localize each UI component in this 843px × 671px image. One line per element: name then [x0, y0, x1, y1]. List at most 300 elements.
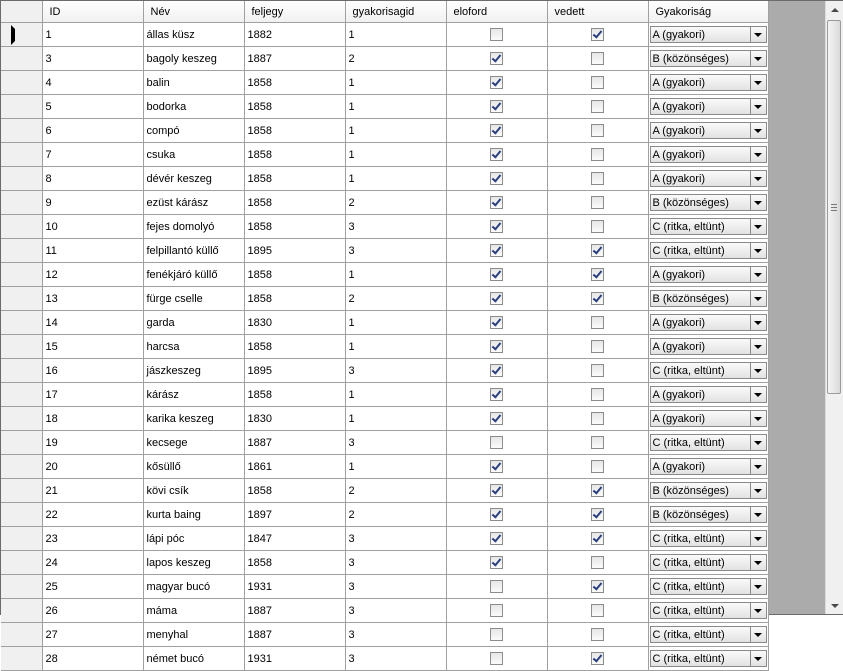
row-header[interactable] [1, 191, 42, 215]
cell-id[interactable]: 8 [42, 167, 143, 191]
table-row[interactable] [1, 551, 768, 575]
gyakorisag-combobox[interactable] [650, 314, 767, 331]
cell-feljegy[interactable]: 1858 [244, 479, 345, 503]
cell-nev[interactable]: compó [143, 119, 244, 143]
cell-nev[interactable]: menyhal [143, 623, 244, 647]
dropdown-button[interactable] [750, 627, 766, 642]
vedett-checkbox[interactable] [591, 436, 604, 449]
dropdown-button[interactable] [750, 51, 766, 66]
eloford-checkbox[interactable] [490, 244, 503, 257]
row-header[interactable] [1, 311, 42, 335]
cell-id[interactable]: 25 [42, 575, 143, 599]
cell-gyakorisagid[interactable]: 1 [345, 95, 446, 119]
cell-nev[interactable]: jászkeszeg [143, 359, 244, 383]
table-row[interactable] [1, 623, 768, 647]
dropdown-button[interactable] [750, 387, 766, 402]
vedett-checkbox[interactable] [591, 76, 604, 89]
vedett-checkbox[interactable] [591, 316, 604, 329]
cell-gyakorisagid[interactable]: 3 [345, 551, 446, 575]
cell-nev[interactable]: fürge cselle [143, 287, 244, 311]
eloford-checkbox[interactable] [490, 316, 503, 329]
column-header-nev[interactable]: Név [143, 1, 244, 23]
eloford-checkbox[interactable] [490, 652, 503, 665]
gyakorisag-combobox[interactable] [650, 74, 767, 91]
cell-gyakorisagid[interactable]: 1 [345, 311, 446, 335]
cell-nev[interactable]: lápi póc [143, 527, 244, 551]
cell-gyakorisagid[interactable]: 3 [345, 575, 446, 599]
cell-gyakorisagid[interactable]: 3 [345, 239, 446, 263]
table-row[interactable] [1, 311, 768, 335]
eloford-checkbox[interactable] [490, 508, 503, 521]
eloford-checkbox[interactable] [490, 340, 503, 353]
row-header[interactable] [1, 479, 42, 503]
table-row[interactable] [1, 599, 768, 623]
dropdown-button[interactable] [750, 603, 766, 618]
cell-id[interactable]: 12 [42, 263, 143, 287]
gyakorisag-value: B (közönséges) [652, 52, 729, 65]
column-header-gyakorisagid[interactable]: gyakorisagid [345, 1, 446, 23]
cell-feljegy[interactable]: 1897 [244, 503, 345, 527]
gyakorisag-combobox[interactable] [650, 362, 767, 379]
cell-nev[interactable]: német bucó [143, 647, 244, 671]
cell-vedett [547, 599, 648, 623]
scrollbar-thumb[interactable] [827, 20, 841, 394]
row-header[interactable] [1, 263, 42, 287]
row-header[interactable] [1, 335, 42, 359]
column-header-eloford[interactable]: eloford [446, 1, 547, 23]
cell-nev[interactable]: állas küsz [143, 23, 244, 47]
cell-feljegy[interactable]: 1887 [244, 623, 345, 647]
gyakorisag-combobox[interactable] [650, 506, 767, 523]
vedett-checkbox[interactable] [591, 196, 604, 209]
eloford-checkbox[interactable] [490, 532, 503, 545]
cell-feljegy[interactable]: 1858 [244, 167, 345, 191]
cell-id[interactable]: 22 [42, 503, 143, 527]
column-header-vedett[interactable]: vedett [547, 1, 648, 23]
table-row[interactable] [1, 383, 768, 407]
cell-id[interactable]: 20 [42, 455, 143, 479]
cell-gyakorisagid[interactable]: 3 [345, 599, 446, 623]
cell-gyakorisagid[interactable]: 3 [345, 623, 446, 647]
cell-id[interactable]: 19 [42, 431, 143, 455]
gyakorisag-combobox[interactable] [650, 602, 767, 619]
row-header[interactable] [1, 239, 42, 263]
eloford-checkbox[interactable] [490, 28, 503, 41]
cell-gyakorisag [648, 359, 768, 383]
row-header[interactable] [1, 47, 42, 71]
cell-vedett [547, 647, 648, 671]
cell-id[interactable]: 7 [42, 143, 143, 167]
cell-id[interactable]: 18 [42, 407, 143, 431]
cell-feljegy[interactable]: 1830 [244, 407, 345, 431]
eloford-checkbox[interactable] [490, 220, 503, 233]
scroll-up-button[interactable] [826, 1, 843, 18]
dropdown-button[interactable] [750, 435, 766, 450]
dropdown-button[interactable] [750, 123, 766, 138]
corner-header-cell[interactable] [1, 1, 42, 23]
gyakorisag-value: A (gyakori) [652, 148, 706, 161]
cell-gyakorisag [648, 119, 768, 143]
cell-id[interactable]: 17 [42, 383, 143, 407]
row-header[interactable] [1, 287, 42, 311]
cell-gyakorisagid[interactable]: 3 [345, 359, 446, 383]
row-header[interactable] [1, 167, 42, 191]
gyakorisag-combobox[interactable] [650, 578, 767, 595]
eloford-checkbox[interactable] [490, 364, 503, 377]
cell-id[interactable]: 6 [42, 119, 143, 143]
row-header[interactable] [1, 503, 42, 527]
cell-feljegy[interactable]: 1887 [244, 47, 345, 71]
eloford-checkbox[interactable] [490, 76, 503, 89]
gyakorisag-combobox[interactable] [650, 26, 767, 43]
vedett-checkbox[interactable] [591, 412, 604, 425]
gyakorisag-combobox[interactable] [650, 50, 767, 67]
vertical-scrollbar[interactable] [825, 1, 843, 614]
table-row[interactable] [1, 143, 768, 167]
cell-feljegy[interactable]: 1895 [244, 359, 345, 383]
eloford-checkbox[interactable] [490, 292, 503, 305]
row-header[interactable] [1, 95, 42, 119]
dropdown-button[interactable] [750, 267, 766, 282]
cell-nev[interactable]: csuka [143, 143, 244, 167]
eloford-checkbox[interactable] [490, 484, 503, 497]
column-header-id[interactable]: ID [42, 1, 143, 23]
gyakorisag-combobox[interactable] [650, 482, 767, 499]
cell-nev[interactable]: kárász [143, 383, 244, 407]
cell-vedett [547, 71, 648, 95]
vedett-checkbox[interactable] [591, 460, 604, 473]
vedett-checkbox[interactable] [591, 388, 604, 401]
eloford-checkbox[interactable] [490, 172, 503, 185]
column-header-gyakorisag[interactable]: Gyakoriság [648, 1, 768, 23]
cell-nev[interactable]: kecsege [143, 431, 244, 455]
dropdown-button[interactable] [750, 555, 766, 570]
cell-vedett [547, 383, 648, 407]
gyakorisag-combobox[interactable] [650, 122, 767, 139]
cell-gyakorisag [648, 599, 768, 623]
cell-gyakorisagid[interactable]: 1 [345, 23, 446, 47]
cell-nev[interactable]: kövi csík [143, 479, 244, 503]
cell-nev[interactable]: karika keszeg [143, 407, 244, 431]
cell-id[interactable]: 28 [42, 647, 143, 671]
gyakorisag-combobox[interactable] [650, 530, 767, 547]
cell-gyakorisagid[interactable]: 1 [345, 143, 446, 167]
table-row[interactable] [1, 431, 768, 455]
row-header[interactable] [1, 575, 42, 599]
row-header[interactable] [1, 431, 42, 455]
vedett-checkbox[interactable] [591, 628, 604, 641]
cell-gyakorisagid[interactable]: 3 [345, 215, 446, 239]
table-row[interactable] [1, 335, 768, 359]
gyakorisag-combobox[interactable] [650, 458, 767, 475]
cell-id[interactable]: 14 [42, 311, 143, 335]
cell-feljegy[interactable]: 1858 [244, 335, 345, 359]
cell-gyakorisag [648, 431, 768, 455]
cell-nev[interactable]: bodorka [143, 95, 244, 119]
row-header[interactable] [1, 143, 42, 167]
table-row[interactable] [1, 407, 768, 431]
row-header[interactable] [1, 23, 42, 47]
cell-nev[interactable]: máma [143, 599, 244, 623]
cell-gyakorisagid[interactable]: 3 [345, 431, 446, 455]
cell-nev[interactable]: fejes domolyó [143, 215, 244, 239]
cell-nev[interactable]: kősüllő [143, 455, 244, 479]
dropdown-button[interactable] [750, 195, 766, 210]
cell-id[interactable]: 11 [42, 239, 143, 263]
cell-nev[interactable]: harcsa [143, 335, 244, 359]
cell-feljegy[interactable]: 1858 [244, 191, 345, 215]
cell-gyakorisag [648, 551, 768, 575]
vedett-checkbox[interactable] [591, 124, 604, 137]
vedett-checkbox[interactable] [591, 148, 604, 161]
dropdown-button[interactable] [750, 507, 766, 522]
cell-gyakorisagid[interactable]: 2 [345, 191, 446, 215]
cell-id[interactable]: 4 [42, 71, 143, 95]
cell-id[interactable]: 24 [42, 551, 143, 575]
row-header[interactable] [1, 527, 42, 551]
dropdown-button[interactable] [750, 483, 766, 498]
eloford-checkbox[interactable] [490, 556, 503, 569]
vedett-checkbox[interactable] [591, 244, 604, 257]
eloford-checkbox[interactable] [490, 52, 503, 65]
gyakorisag-combobox[interactable] [650, 242, 767, 259]
scroll-down-button[interactable] [826, 597, 843, 614]
dropdown-button[interactable] [750, 315, 766, 330]
dropdown-button[interactable] [750, 75, 766, 90]
gyakorisag-combobox[interactable] [650, 146, 767, 163]
gyakorisag-combobox[interactable] [650, 554, 767, 571]
cell-id[interactable]: 9 [42, 191, 143, 215]
cell-eloford [446, 263, 547, 287]
vedett-checkbox[interactable] [591, 580, 604, 593]
vedett-checkbox[interactable] [591, 292, 604, 305]
cell-gyakorisagid[interactable]: 1 [345, 263, 446, 287]
dropdown-button[interactable] [750, 243, 766, 258]
eloford-checkbox[interactable] [490, 628, 503, 641]
eloford-checkbox[interactable] [490, 388, 503, 401]
row-header[interactable] [1, 215, 42, 239]
cell-gyakorisagid[interactable]: 1 [345, 335, 446, 359]
cell-feljegy[interactable]: 1858 [244, 551, 345, 575]
cell-gyakorisagid[interactable]: 1 [345, 407, 446, 431]
cell-id[interactable]: 10 [42, 215, 143, 239]
cell-id[interactable]: 21 [42, 479, 143, 503]
table-row[interactable] [1, 359, 768, 383]
dropdown-button[interactable] [750, 291, 766, 306]
vedett-checkbox[interactable] [591, 220, 604, 233]
vedett-checkbox[interactable] [591, 52, 604, 65]
gyakorisag-combobox[interactable] [650, 410, 767, 427]
cell-nev[interactable]: ezüst kárász [143, 191, 244, 215]
dropdown-button[interactable] [750, 411, 766, 426]
cell-id[interactable]: 15 [42, 335, 143, 359]
gyakorisag-combobox[interactable] [650, 218, 767, 235]
vedett-checkbox[interactable] [591, 484, 604, 497]
column-header-feljegy[interactable]: feljegy [244, 1, 345, 23]
table-row[interactable] [1, 263, 768, 287]
gyakorisag-combobox[interactable] [650, 338, 767, 355]
row-header[interactable] [1, 119, 42, 143]
cell-id[interactable]: 5 [42, 95, 143, 119]
dropdown-button[interactable] [750, 459, 766, 474]
row-header[interactable] [1, 551, 42, 575]
dropdown-button[interactable] [750, 171, 766, 186]
dropdown-button[interactable] [750, 363, 766, 378]
gyakorisag-combobox[interactable] [650, 266, 767, 283]
cell-gyakorisagid[interactable]: 2 [345, 47, 446, 71]
table-row[interactable] [1, 239, 768, 263]
gyakorisag-combobox[interactable] [650, 434, 767, 451]
eloford-checkbox[interactable] [490, 436, 503, 449]
vedett-checkbox[interactable] [591, 28, 604, 41]
eloford-checkbox[interactable] [490, 148, 503, 161]
cell-feljegy[interactable]: 1847 [244, 527, 345, 551]
cell-gyakorisagid[interactable]: 1 [345, 71, 446, 95]
vedett-checkbox[interactable] [591, 556, 604, 569]
cell-nev[interactable]: balin [143, 71, 244, 95]
vedett-checkbox[interactable] [591, 100, 604, 113]
vedett-checkbox[interactable] [591, 340, 604, 353]
gyakorisag-combobox[interactable] [650, 170, 767, 187]
table-row[interactable] [1, 455, 768, 479]
eloford-checkbox[interactable] [490, 604, 503, 617]
cell-id[interactable]: 3 [42, 47, 143, 71]
cell-feljegy[interactable]: 1858 [244, 143, 345, 167]
eloford-checkbox[interactable] [490, 196, 503, 209]
header-row [1, 1, 768, 23]
vedett-checkbox[interactable] [591, 652, 604, 665]
table-row[interactable] [1, 479, 768, 503]
gyakorisag-combobox[interactable] [650, 386, 767, 403]
gyakorisag-combobox[interactable] [650, 626, 767, 643]
cell-nev[interactable]: fenékjáró küllő [143, 263, 244, 287]
dropdown-button[interactable] [750, 99, 766, 114]
cell-nev[interactable]: kurta baing [143, 503, 244, 527]
cell-id[interactable]: 26 [42, 599, 143, 623]
cell-feljegy[interactable]: 1858 [244, 71, 345, 95]
cell-feljegy[interactable]: 1895 [244, 239, 345, 263]
eloford-checkbox[interactable] [490, 412, 503, 425]
table-row[interactable] [1, 119, 768, 143]
cell-feljegy[interactable]: 1887 [244, 431, 345, 455]
table-row[interactable] [1, 503, 768, 527]
dropdown-button[interactable] [750, 339, 766, 354]
table-row[interactable] [1, 215, 768, 239]
cell-id[interactable]: 23 [42, 527, 143, 551]
table-row[interactable] [1, 167, 768, 191]
cell-gyakorisag [648, 71, 768, 95]
cell-feljegy[interactable]: 1858 [244, 263, 345, 287]
cell-nev[interactable]: garda [143, 311, 244, 335]
cell-feljegy[interactable]: 1931 [244, 575, 345, 599]
dropdown-arrow-icon [754, 81, 762, 85]
cell-nev[interactable]: lapos keszeg [143, 551, 244, 575]
cell-gyakorisagid[interactable]: 3 [345, 527, 446, 551]
cell-id[interactable]: 1 [42, 23, 143, 47]
cell-feljegy[interactable]: 1861 [244, 455, 345, 479]
cell-id[interactable]: 27 [42, 623, 143, 647]
cell-feljegy[interactable]: 1858 [244, 383, 345, 407]
cell-feljegy[interactable]: 1931 [244, 647, 345, 671]
cell-feljegy[interactable]: 1858 [244, 95, 345, 119]
eloford-checkbox[interactable] [490, 100, 503, 113]
cell-feljegy[interactable]: 1882 [244, 23, 345, 47]
gyakorisag-combobox[interactable] [650, 290, 767, 307]
vedett-checkbox[interactable] [591, 268, 604, 281]
cell-id[interactable]: 13 [42, 287, 143, 311]
row-header[interactable] [1, 407, 42, 431]
vedett-checkbox[interactable] [591, 532, 604, 545]
table-row[interactable] [1, 191, 768, 215]
table-row[interactable] [1, 575, 768, 599]
cell-feljegy[interactable]: 1858 [244, 215, 345, 239]
table-row[interactable] [1, 287, 768, 311]
gyakorisag-combobox[interactable] [650, 98, 767, 115]
row-header[interactable] [1, 623, 42, 647]
cell-vedett [547, 575, 648, 599]
cell-gyakorisagid[interactable]: 1 [345, 167, 446, 191]
eloford-checkbox[interactable] [490, 580, 503, 593]
vedett-checkbox[interactable] [591, 364, 604, 377]
cell-gyakorisagid[interactable]: 2 [345, 479, 446, 503]
table-row[interactable] [1, 47, 768, 71]
vedett-checkbox[interactable] [591, 172, 604, 185]
row-header[interactable] [1, 455, 42, 479]
cell-gyakorisagid[interactable]: 3 [345, 647, 446, 671]
row-header[interactable] [1, 647, 42, 671]
eloford-checkbox[interactable] [490, 124, 503, 137]
cell-nev[interactable]: dévér keszeg [143, 167, 244, 191]
gyakorisag-combobox[interactable] [650, 194, 767, 211]
dropdown-button[interactable] [750, 219, 766, 234]
cell-gyakorisag [648, 479, 768, 503]
cell-gyakorisagid[interactable]: 1 [345, 119, 446, 143]
cell-feljegy[interactable]: 1887 [244, 599, 345, 623]
row-header[interactable] [1, 71, 42, 95]
vedett-checkbox[interactable] [591, 508, 604, 521]
cell-gyakorisagid[interactable]: 1 [345, 383, 446, 407]
row-header[interactable] [1, 599, 42, 623]
cell-feljegy[interactable]: 1858 [244, 119, 345, 143]
dropdown-button[interactable] [750, 147, 766, 162]
vedett-checkbox[interactable] [591, 604, 604, 617]
cell-nev[interactable]: magyar bucó [143, 575, 244, 599]
eloford-checkbox[interactable] [490, 268, 503, 281]
cell-feljegy[interactable]: 1830 [244, 311, 345, 335]
table-row[interactable] [1, 647, 768, 671]
dropdown-arrow-icon [754, 585, 762, 589]
dropdown-button[interactable] [750, 531, 766, 546]
dropdown-button[interactable] [750, 651, 766, 666]
table-row[interactable] [1, 95, 768, 119]
cell-gyakorisagid[interactable]: 2 [345, 503, 446, 527]
dropdown-button[interactable] [750, 27, 766, 42]
cell-nev[interactable]: bagoly keszeg [143, 47, 244, 71]
cell-gyakorisagid[interactable]: 2 [345, 287, 446, 311]
dropdown-button[interactable] [750, 579, 766, 594]
row-header[interactable] [1, 359, 42, 383]
table-row[interactable] [1, 23, 768, 47]
gyakorisag-combobox[interactable] [650, 650, 767, 667]
eloford-checkbox[interactable] [490, 460, 503, 473]
cell-id[interactable]: 16 [42, 359, 143, 383]
cell-gyakorisagid[interactable]: 1 [345, 455, 446, 479]
table-row[interactable] [1, 527, 768, 551]
cell-nev[interactable]: felpillantó küllő [143, 239, 244, 263]
cell-feljegy[interactable]: 1858 [244, 287, 345, 311]
table-row[interactable] [1, 71, 768, 95]
row-header[interactable] [1, 383, 42, 407]
